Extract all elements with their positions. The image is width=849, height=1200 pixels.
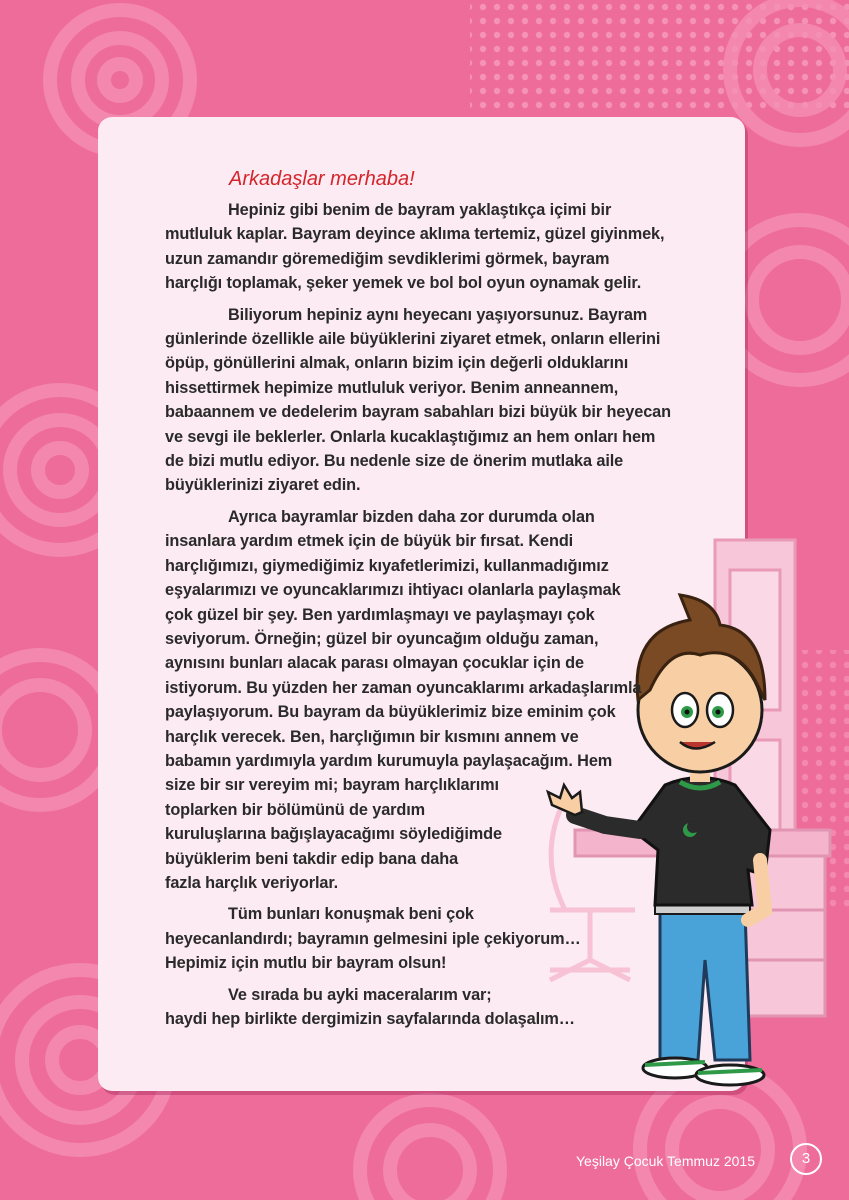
paragraph-line: eşyalarımızı ve oyuncaklarımızı ihtiyacı olanlarla paylaşmak (165, 581, 621, 600)
letter-paragraph (165, 198, 685, 296)
letter-paragraph (165, 505, 685, 896)
paragraph-line: toplarken bir bölümünü de yardım (165, 800, 426, 819)
paragraph-line: paylaşıyorum. Bu bayram da büyüklerimiz bize eminim çok (165, 703, 616, 722)
paragraph-line: günlerinde özellikle aile büyüklerini ziyaret etmek, onların ellerini (165, 330, 661, 349)
paragraph-line: de bizi mutlu ediyor. Bu nedenle size de önerim mutlaka aile (165, 452, 624, 471)
paragraph-line: aynısını bunları alacak parası olmayan çocuklar için de (165, 654, 584, 673)
paragraph-line: mutluluk kaplar. Bayram deyince aklıma tertemiz, güzel giyinmek, (165, 225, 665, 244)
paragraph-line: harçlığı toplamak, şeker yemek ve bol bol oyun oynamak gelir. (165, 274, 642, 293)
paragraph-line: çok güzel bir şey. Ben yardımlaşmayı ve paylaşmayı çok (165, 605, 595, 624)
paragraph-line: uzun zamandır göremediğim sevdiklerimi görmek, bayram (165, 249, 610, 268)
paragraph-line: hissettirmek hepimize mutluluk veriyor. Benim anneannem, (165, 378, 619, 397)
paragraph-line: Tüm bunları konuşmak beni çok (228, 905, 474, 924)
letter-body (165, 198, 685, 1031)
letter-paragraph (165, 902, 685, 975)
letter-paragraph (165, 303, 685, 498)
paragraph-line: kuruluşlarına bağışlayacağımı söylediğimde (165, 825, 502, 844)
paragraph-line: harçlığımızı, giymediğimiz kıyafetlerimizi, kullanmadığımız (165, 556, 609, 575)
page-number: 3 (790, 1143, 822, 1175)
paragraph-line: seviyorum. Örneğin; güzel bir oyuncağım olduğu zaman, (165, 629, 599, 648)
paragraph-line: size bir sır vereyim mi; bayram harçlıklarımı (165, 776, 499, 795)
paragraph-line: büyüklerim beni takdir edip bana daha (165, 849, 459, 868)
paragraph-line: harçlık verecek. Ben, harçlığımın bir kısmını annem ve (165, 727, 579, 746)
letter (165, 166, 685, 1038)
paragraph-line: Hepiniz gibi benim de bayram yaklaştıkça içimi bir (228, 201, 612, 219)
paragraph-line: büyüklerinizi ziyaret edin. (165, 476, 361, 495)
paragraph-line: Ayrıca bayramlar bizden daha zor durumda olan (228, 507, 595, 526)
paragraph-line: öpüp, gönüllerini almak, onların bizim için değerli olduklarını (165, 354, 629, 373)
paragraph-line: babaannem ve dedelerim bayram sabahları bizi büyük bir heyecan (165, 403, 671, 422)
paragraph-line: ve sevgi ile beklerler. Onlarla kucaklaştığımız an hem onları hem (165, 427, 656, 446)
paragraph-line: Hepimiz için mutlu bir bayram olsun! (165, 954, 447, 973)
paragraph-line: heyecanlandırdı; bayramın gelmesini iple çekiyorum… (165, 929, 581, 948)
paragraph-line: fazla harçlık veriyorlar. (165, 873, 339, 892)
letter-greeting: Arkadaşlar merhaba! (229, 168, 415, 190)
paragraph-line: babamın yardımıyla yardım kurumuyla paylaşacağım. Hem (165, 751, 613, 770)
paragraph-line: Ve sırada bu ayki maceralarım var; (228, 985, 492, 1004)
letter-paragraph (165, 983, 685, 1032)
paragraph-line: istiyorum. Bu yüzden her zaman oyuncaklarımı arkadaşlarımla (165, 678, 642, 697)
paragraph-line: haydi hep birlikte dergimizin sayfalarında dolaşalım… (165, 1010, 575, 1028)
paragraph-line: insanlara yardım etmek için de büyük bir fırsat. Kendi (165, 532, 574, 551)
footer-magazine-title: Yeşilay Çocuk Temmuz 2015 (576, 1153, 755, 1169)
paragraph-line: Biliyorum hepiniz aynı heyecanı yaşıyorsunuz. Bayram (228, 305, 648, 324)
